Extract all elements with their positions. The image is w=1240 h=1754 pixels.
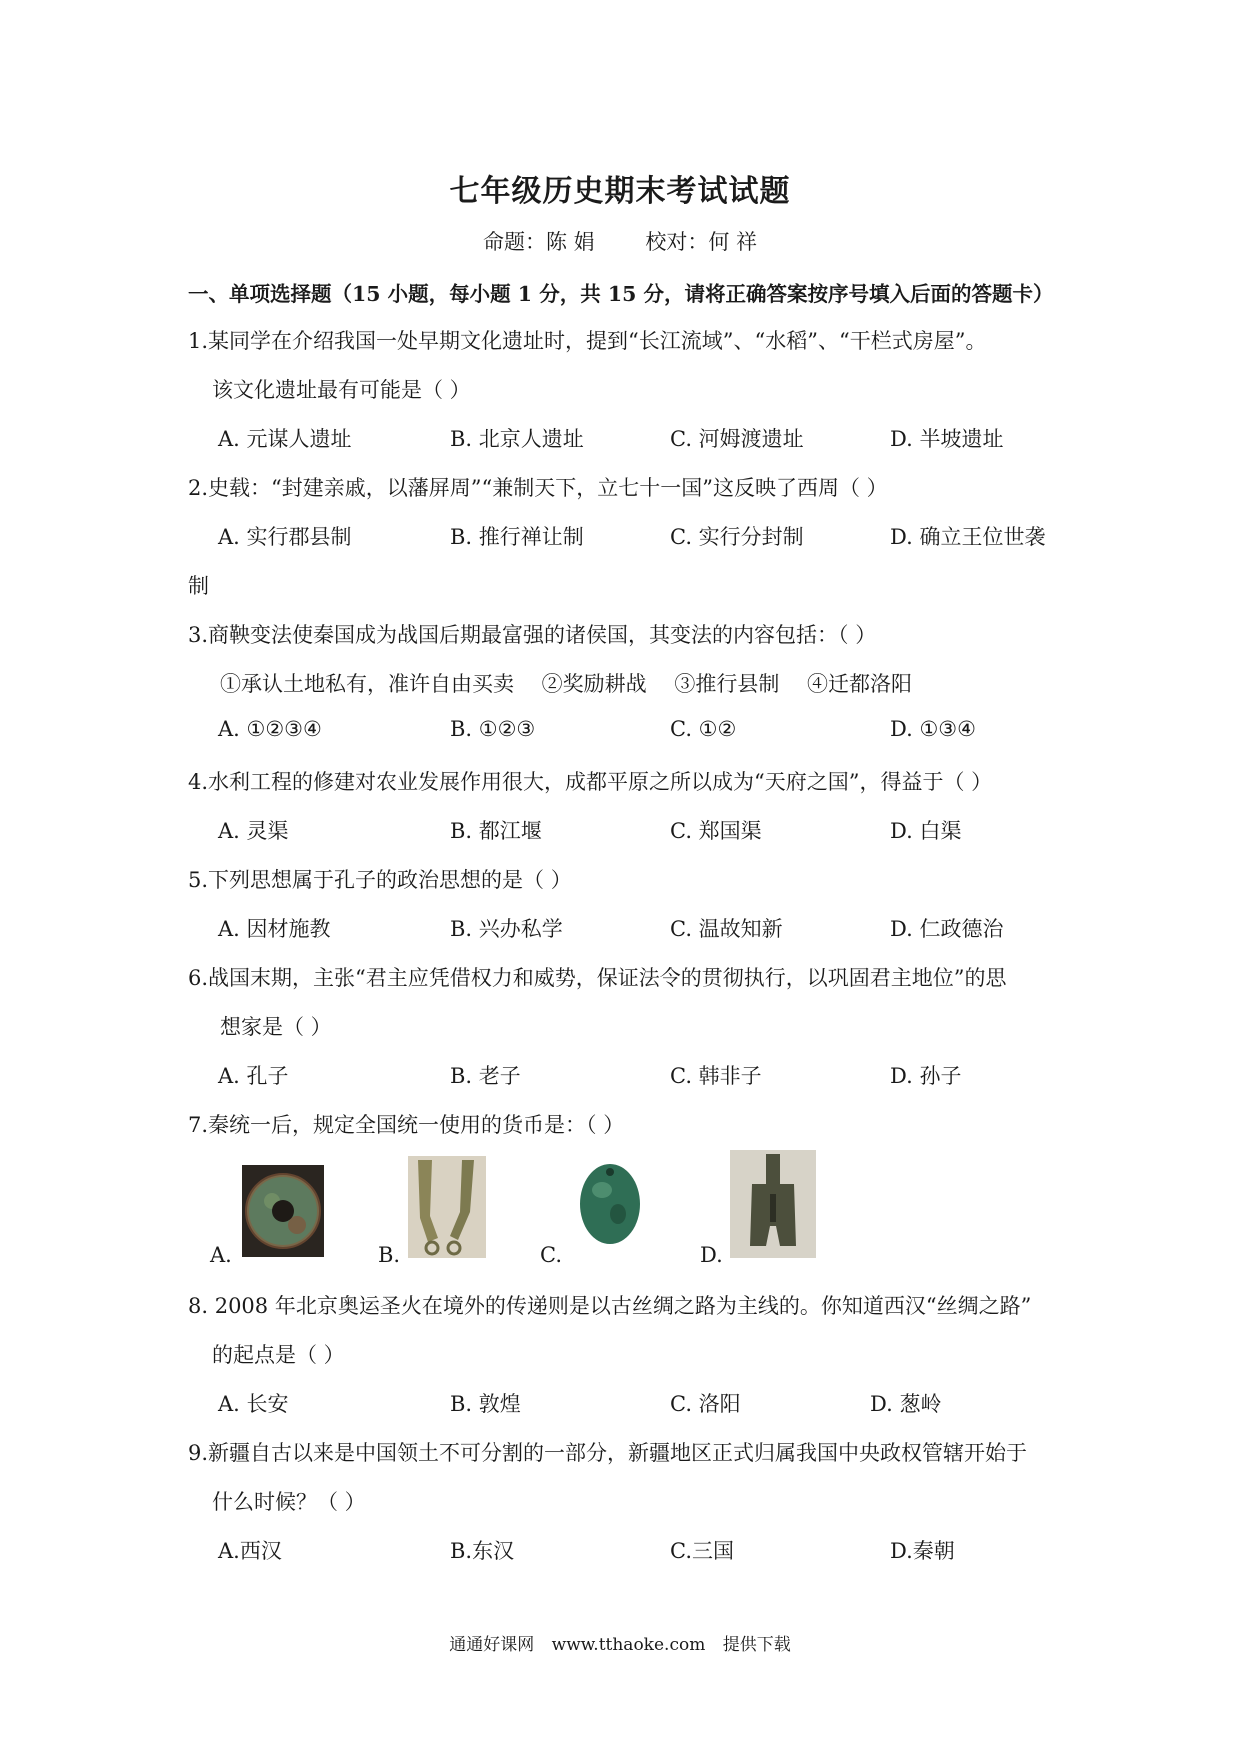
q8-option-d: D. 葱岭 <box>870 1392 942 1416</box>
q2-option-c: C. 实行分封制 <box>670 525 804 549</box>
q8-option-b: B. 敦煌 <box>450 1392 521 1416</box>
ant-nose-coin-image <box>570 1152 650 1254</box>
q2-option-d-wrap: 制 <box>188 574 209 598</box>
q1-option-c: C. 河姆渡遗址 <box>670 427 804 451</box>
q7-option-c: C. <box>540 1243 562 1267</box>
byline <box>0 226 1240 256</box>
q2-option-a: A. 实行郡县制 <box>218 525 352 549</box>
footer <box>0 1630 1240 1655</box>
question-3-items: ①承认土地私有，准许自由买卖 ②奖励耕战 ③推行县制 ④迁都洛阳 <box>220 672 913 696</box>
author: 命题：陈 娟 <box>482 230 595 254</box>
question-9-stem-cont: 什么时候？（ ） <box>212 1490 366 1514</box>
q6-option-b: B. 老子 <box>450 1064 521 1088</box>
q9-option-c: C.三国 <box>670 1539 734 1563</box>
q5-option-c: C. 温故知新 <box>670 917 783 941</box>
question-3-stem: 3.商鞅变法使秦国成为战国后期最富强的诸侯国，其变法的内容包括：（ ） <box>188 623 877 647</box>
q6-option-d: D. 孙子 <box>890 1064 962 1088</box>
q8-option-a: A. 长安 <box>218 1392 289 1416</box>
q4-option-c: C. 郑国渠 <box>670 819 762 843</box>
q2-option-b: B. 推行禅让制 <box>450 525 584 549</box>
footer-site: 通通好课网 <box>449 1635 535 1655</box>
proofreader: 校对：何 祥 <box>645 230 758 254</box>
q4-option-a: A. 灵渠 <box>218 819 289 843</box>
question-5-stem: 5.下列思想属于孔子的政治思想的是（ ） <box>188 868 572 892</box>
q6-option-c: C. 韩非子 <box>670 1064 762 1088</box>
q3-option-c: C. ①② <box>670 717 737 741</box>
q4-option-b: B. 都江堰 <box>450 819 542 843</box>
knife-coin-image <box>408 1156 486 1258</box>
q7-option-d: D. <box>700 1243 723 1267</box>
q2-option-d: D. 确立王位世袭 <box>890 525 1046 549</box>
question-4-stem: 4.水利工程的修建对农业发展作用很大，成都平原之所以成为“天府之国”，得益于（ ） <box>188 770 993 794</box>
q1-option-b: B. 北京人遗址 <box>450 427 584 451</box>
question-6-stem-cont: 想家是（ ） <box>220 1015 332 1039</box>
round-coin-image <box>242 1165 324 1257</box>
section-heading: 一、单项选择题（15 小题，每小题 1 分，共 15 分，请将正确答案按序号填入后面的答题卡） <box>188 282 1054 306</box>
question-2-stem: 2.史载：“封建亲戚，以藩屏周”“兼制天下，立七十一国”这反映了西周（ ） <box>188 476 888 500</box>
question-9-stem: 9.新疆自古以来是中国领土不可分割的一部分，新疆地区正式归属我国中央政权管辖开始于 <box>188 1441 1028 1465</box>
q5-option-d: D. 仁政德治 <box>890 917 1004 941</box>
question-8-stem: 8. 2008 年北京奥运圣火在境外的传递则是以古丝绸之路为主线的。你知道西汉“丝绸之路” <box>188 1294 1032 1318</box>
question-7-stem: 7.秦统一后，规定全国统一使用的货币是：（ ） <box>188 1113 625 1137</box>
question-8-stem-cont: 的起点是（ ） <box>212 1343 345 1367</box>
exam-title: 七年级历史期末考试试题 <box>449 174 791 209</box>
q3-option-b: B. ①②③ <box>450 717 536 741</box>
q1-option-d: D. 半坡遗址 <box>890 427 1004 451</box>
q5-option-b: B. 兴办私学 <box>450 917 563 941</box>
q9-option-a: A.西汉 <box>218 1539 282 1563</box>
spade-coin-image <box>730 1150 816 1258</box>
footer-note: 提供下载 <box>722 1635 791 1655</box>
q5-option-a: A. 因材施教 <box>218 917 331 941</box>
q7-option-a: A. <box>210 1243 232 1267</box>
q6-option-a: A. 孔子 <box>218 1064 289 1088</box>
footer-url[interactable]: www.tthaoke.com <box>551 1635 706 1655</box>
q3-option-a: A. ①②③④ <box>218 717 322 741</box>
q9-option-b: B.东汉 <box>450 1539 515 1563</box>
q8-option-c: C. 洛阳 <box>670 1392 741 1416</box>
q4-option-d: D. 白渠 <box>890 819 962 843</box>
question-6-stem: 6.战国末期，主张“君主应凭借权力和威势，保证法令的贯彻执行，以巩固君主地位”的思 <box>188 966 1007 990</box>
q7-option-b: B. <box>378 1243 401 1267</box>
q9-option-d: D.秦朝 <box>890 1539 955 1563</box>
q3-option-d: D. ①③④ <box>890 717 976 741</box>
question-1-stem-cont: 该文化遗址最有可能是（ ） <box>212 378 471 402</box>
q1-option-a: A. 元谋人遗址 <box>218 427 352 451</box>
question-1-stem: 1.某同学在介绍我国一处早期文化遗址时，提到“长江流域”、“水稻”、“干栏式房屋”。 <box>188 329 987 353</box>
